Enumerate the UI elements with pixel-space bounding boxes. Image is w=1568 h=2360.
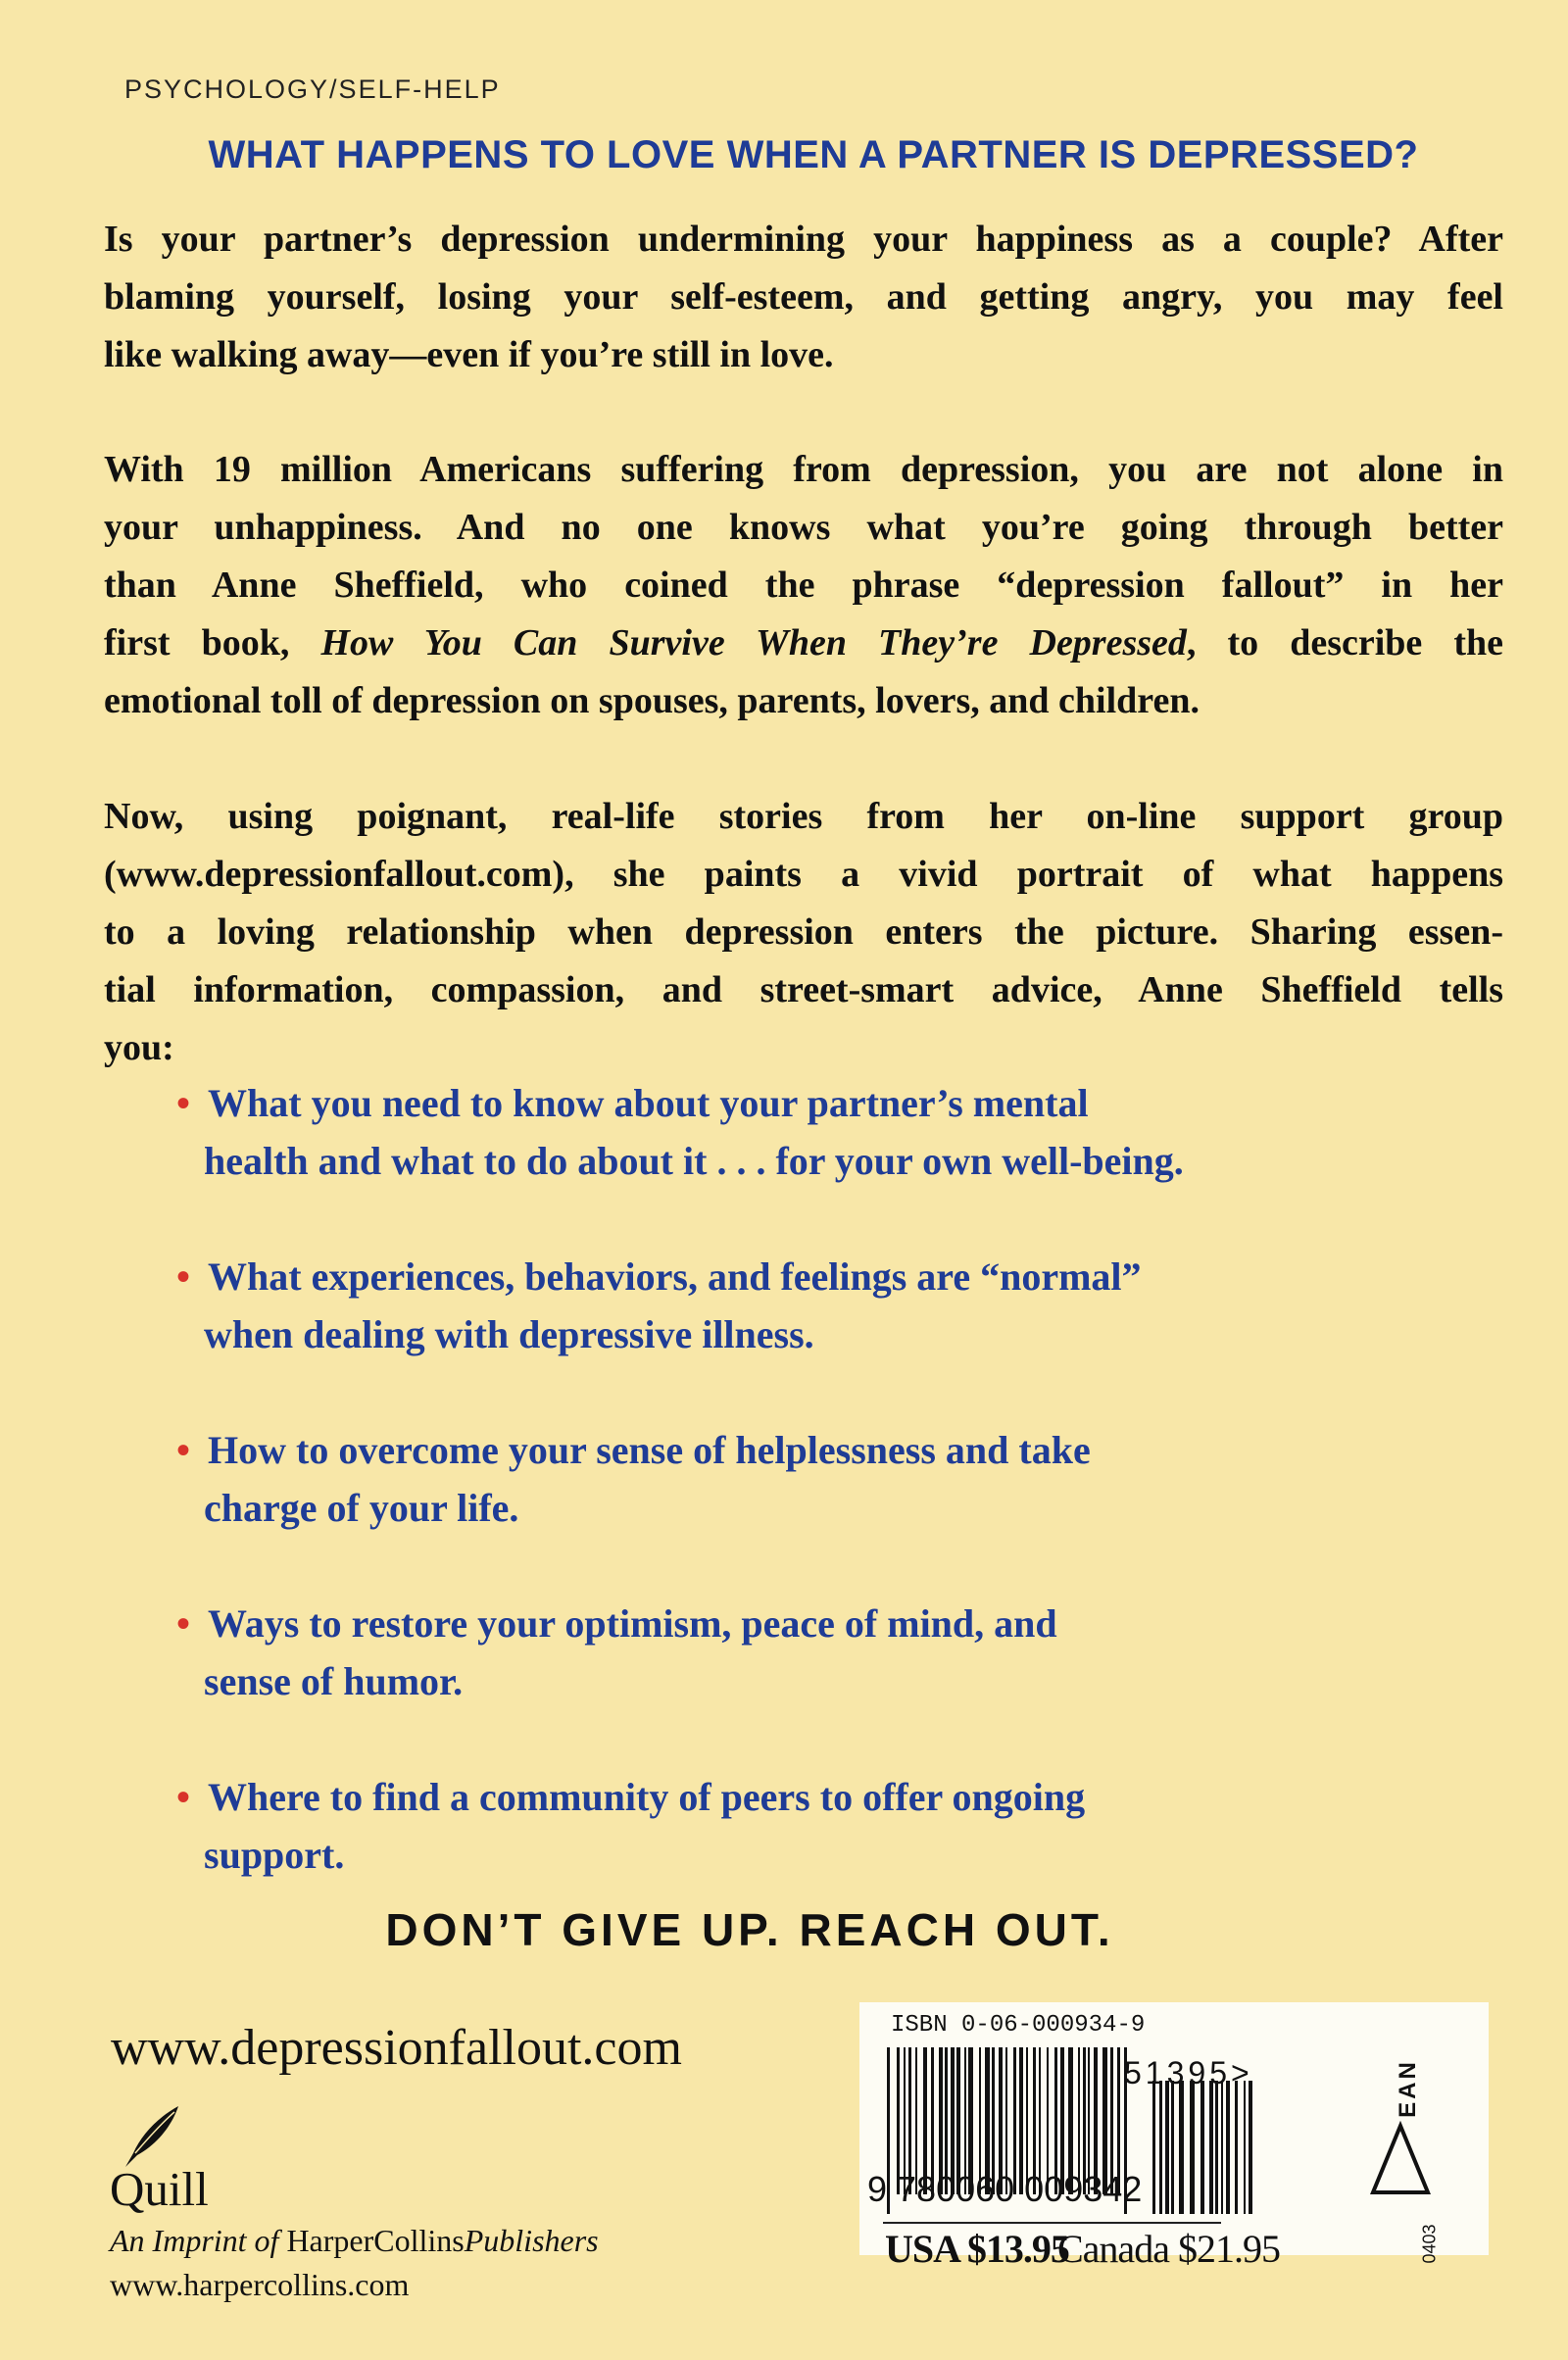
paragraph-intro [104, 211, 1503, 384]
bullet-line: Where to find a community of peers to offer ongoing [208, 1775, 1086, 1819]
barcode-bar [1221, 2081, 1223, 2214]
bullet-line: health and what to do about it . . . for your own well-being. [204, 1139, 1184, 1183]
bullet-dot-icon: • [176, 1081, 191, 1125]
bullet-dot-icon: • [176, 1601, 191, 1646]
bullet-line: Ways to restore your optimism, peace of mind, and [208, 1601, 1057, 1646]
publisher-name: HarperCollins [286, 2223, 465, 2258]
addon-digits: 51395> [1124, 2055, 1253, 2090]
bullet-line: charge of your life. [204, 1486, 519, 1530]
bullet-line: sense of humor. [204, 1659, 464, 1703]
text-line: With 19 million Americans suffering from depression, you are not alone in [104, 449, 1503, 490]
barcode-bar [1152, 2081, 1155, 2214]
imprint-name: Quill [110, 2162, 209, 2216]
price-canada: Canada $21.95 [1057, 2227, 1280, 2271]
text-line: you: [104, 1027, 174, 1068]
price-usa: USA $13.95 [885, 2227, 1069, 2271]
triangle-icon [1369, 2120, 1432, 2198]
text-fragment: , to describe the [1186, 622, 1504, 664]
category-label: PSYCHOLOGY/SELF-HELP [124, 74, 501, 104]
bullet-dot-icon: • [176, 1254, 191, 1299]
barcode-bar [1215, 2081, 1218, 2214]
text-line: emotional toll of depression on spouses, parents, lovers, and children. [104, 680, 1200, 721]
barcode-bar [1244, 2081, 1246, 2214]
imprint-line [110, 2223, 599, 2259]
text-line: blaming yourself, losing your self-esteem, and getting angry, you may feel [104, 276, 1503, 318]
website-url[interactable]: www.depressionfallout.com [111, 2020, 682, 2076]
barcode-bar [1190, 2081, 1195, 2214]
barcode-bar [1179, 2081, 1184, 2214]
barcode-bar [1226, 2081, 1230, 2214]
bullet-line: support. [204, 1833, 345, 1877]
barcode-bar [1235, 2081, 1238, 2214]
bullet-item [176, 1248, 1450, 1421]
print-code: 0403 [1419, 2224, 1440, 2264]
text-fragment: first book, [104, 622, 290, 664]
paragraph-description [104, 788, 1503, 1077]
text-line: to a loving relationship when depression enters the picture. Sharing essen- [104, 911, 1503, 953]
bullet-dot-icon: • [176, 1428, 191, 1472]
bullet-dot-icon: • [176, 1775, 191, 1819]
bullet-list [176, 1074, 1450, 1942]
bullet-line: What experiences, behaviors, and feelings are “normal” [208, 1254, 1142, 1299]
text-line: than Anne Sheffield, who coined the phrase “depression fallout” in her [104, 565, 1503, 606]
barcode-bar [1165, 2081, 1169, 2214]
bullet-line: How to overcome your sense of helplessness and take [208, 1428, 1091, 1472]
divider [883, 2222, 1221, 2224]
ean-digits: 9 780060 009342 [867, 2169, 1143, 2209]
publisher-suffix: Publishers [464, 2223, 599, 2258]
text-line: (www.depressionfallout.com), she paints a vivid portrait of what happens [104, 854, 1503, 895]
slogan: DON’T GIVE UP. REACH OUT. [385, 1904, 1114, 1955]
bullet-item [176, 1421, 1450, 1595]
text-line [104, 615, 1503, 672]
barcode-panel [859, 2002, 1489, 2271]
bullet-item [176, 1074, 1450, 1248]
bullet-line: when dealing with depressive illness. [204, 1312, 814, 1356]
text-line: Is your partner’s depression undermining your happiness as a couple? After [104, 219, 1503, 260]
text-line: tial information, compassion, and street-smart advice, Anne Sheffield tells [104, 969, 1503, 1010]
isbn-text: ISBN 0-06-000934-9 [891, 2012, 1146, 2039]
barcode-bar [1209, 2081, 1213, 2214]
ean-label: EAN [1394, 2059, 1421, 2118]
barcode-bar [1159, 2081, 1162, 2214]
headline: WHAT HAPPENS TO LOVE WHEN A PARTNER IS DEPRESSED? [208, 133, 1419, 176]
barcode-bar [1171, 2081, 1174, 2214]
book-title: How You Can Survive When They’re Depressed [320, 622, 1187, 664]
publisher-url[interactable]: www.harpercollins.com [110, 2267, 410, 2302]
barcode-bar [1249, 2081, 1252, 2214]
bullet-item [176, 1595, 1450, 1768]
text-line: your unhappiness. And no one knows what you’re going through better [104, 507, 1503, 548]
paragraph-statistics [104, 441, 1503, 730]
text-line: like walking away—even if you’re still in love. [104, 334, 834, 375]
barcode-bar [1200, 2081, 1204, 2214]
text-line: Now, using poignant, real-life stories from her on-line support group [104, 796, 1503, 837]
bullet-line: What you need to know about your partner’s mental [208, 1081, 1089, 1125]
imprint-prefix: An Imprint of [110, 2223, 279, 2258]
